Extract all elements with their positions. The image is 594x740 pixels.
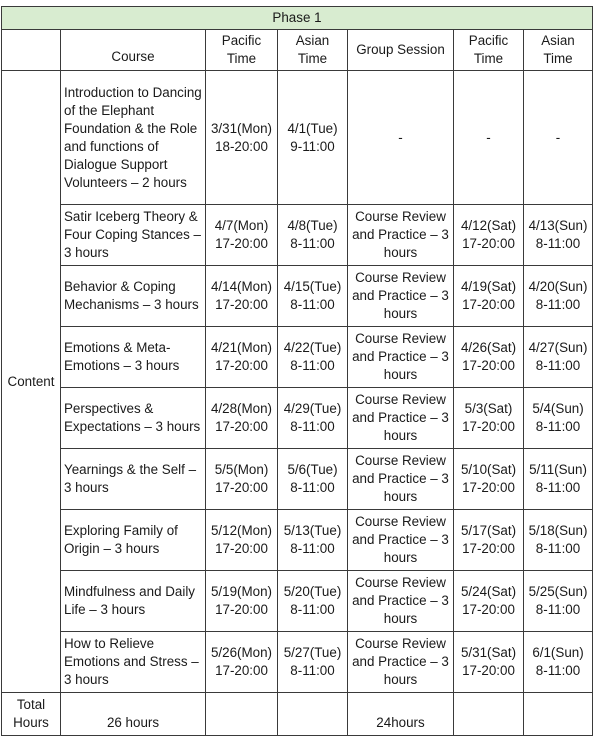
asian-time: 5/27(Tue) 8-11:00 [278,632,348,693]
pacific-time: 5/19(Mon) 17-20:00 [206,571,278,632]
total-blank [454,693,524,736]
header-blank [2,30,61,71]
course-name: How to Relieve Emotions and Stress – 3 hours [61,632,206,693]
group-asian-time: 5/18(Sun) 8-11:00 [524,510,593,571]
header-group-asian-time: Asian Time [524,30,593,71]
group-asian-time: 4/13(Sun) 8-11:00 [524,205,593,266]
group-pacific-time: 5/3(Sat) 17-20:00 [454,388,524,449]
course-name: Yearnings & the Self – 3 hours [61,449,206,510]
pacific-time: 5/5(Mon) 17-20:00 [206,449,278,510]
phase-title: Phase 1 [2,7,593,30]
pacific-time: 4/7(Mon) 17-20:00 [206,205,278,266]
header-pacific-time: Pacific Time [206,30,278,71]
course-name: Satir Iceberg Theory & Four Coping Stances – 3 hours [61,205,206,266]
group-session: Course Review and Practice – 3 hours [348,266,454,327]
asian-time: 5/20(Tue) 8-11:00 [278,571,348,632]
table-row [2,571,593,632]
pacific-time: 4/14(Mon) 17-20:00 [206,266,278,327]
asian-time: 4/1(Tue) 9-11:00 [278,71,348,205]
header-row [2,30,593,71]
total-course-hours: 26 hours [61,693,206,736]
group-pacific-time: - [454,71,524,205]
total-group-hours: 24hours [348,693,454,736]
group-session: Course Review and Practice – 3 hours [348,571,454,632]
asian-time: 4/8(Tue) 8-11:00 [278,205,348,266]
table-row [2,205,593,266]
group-session: Course Review and Practice – 3 hours [348,388,454,449]
header-group-pacific-time: Pacific Time [454,30,524,71]
course-name: Perspectives & Expectations – 3 hours [61,388,206,449]
course-name: Emotions & Meta-Emotions – 3 hours [61,327,206,388]
header-course: Course [61,30,206,71]
asian-time: 5/6(Tue) 8-11:00 [278,449,348,510]
group-pacific-time: 5/24(Sat) 17-20:00 [454,571,524,632]
course-name: Behavior & Coping Mechanisms – 3 hours [61,266,206,327]
table-row [2,327,593,388]
group-asian-time: 6/1(Sun) 8-11:00 [524,632,593,693]
course-name: Exploring Family of Origin – 3 hours [61,510,206,571]
group-asian-time: 5/25(Sun) 8-11:00 [524,571,593,632]
asian-time: 4/15(Tue) 8-11:00 [278,266,348,327]
total-row [2,693,593,736]
asian-time: 5/13(Tue) 8-11:00 [278,510,348,571]
group-pacific-time: 5/31(Sat) 17-20:00 [454,632,524,693]
group-asian-time: 4/20(Sun) 8-11:00 [524,266,593,327]
group-asian-time: 5/11(Sun) 8-11:00 [524,449,593,510]
group-session: - [348,71,454,205]
pacific-time: 4/21(Mon) 17-20:00 [206,327,278,388]
asian-time: 4/29(Tue) 8-11:00 [278,388,348,449]
table-row [2,388,593,449]
total-blank [524,693,593,736]
group-pacific-time: 4/26(Sat) 17-20:00 [454,327,524,388]
pacific-time: 3/31(Mon) 18-20:00 [206,71,278,205]
group-session: Course Review and Practice – 3 hours [348,449,454,510]
phase-row [2,7,593,30]
pacific-time: 4/28(Mon) 17-20:00 [206,388,278,449]
group-pacific-time: 5/17(Sat) 17-20:00 [454,510,524,571]
group-asian-time: 4/27(Sun) 8-11:00 [524,327,593,388]
group-session: Course Review and Practice – 3 hours [348,205,454,266]
table-row [2,632,593,693]
content-label: Content [2,71,61,693]
header-asian-time: Asian Time [278,30,348,71]
pacific-time: 5/12(Mon) 17-20:00 [206,510,278,571]
group-session: Course Review and Practice – 3 hours [348,510,454,571]
group-session: Course Review and Practice – 3 hours [348,327,454,388]
asian-time: 4/22(Tue) 8-11:00 [278,327,348,388]
group-pacific-time: 4/19(Sat) 17-20:00 [454,266,524,327]
course-name: Mindfulness and Daily Life – 3 hours [61,571,206,632]
total-blank [206,693,278,736]
group-pacific-time: 4/12(Sat) 17-20:00 [454,205,524,266]
group-session: Course Review and Practice – 3 hours [348,632,454,693]
table-row [2,510,593,571]
pacific-time: 5/26(Mon) 17-20:00 [206,632,278,693]
table-row [2,449,593,510]
total-label: Total Hours [2,693,61,736]
header-group-session: Group Session [348,30,454,71]
group-asian-time: - [524,71,593,205]
table-row [2,266,593,327]
total-blank [278,693,348,736]
group-asian-time: 5/4(Sun) 8-11:00 [524,388,593,449]
group-pacific-time: 5/10(Sat) 17-20:00 [454,449,524,510]
table-row [2,71,593,205]
schedule-table [1,6,593,736]
course-name: Introduction to Dancing of the Elephant Foundation & the Role and functions of Dialogue Support Volunteers – 2 hours [61,71,206,205]
